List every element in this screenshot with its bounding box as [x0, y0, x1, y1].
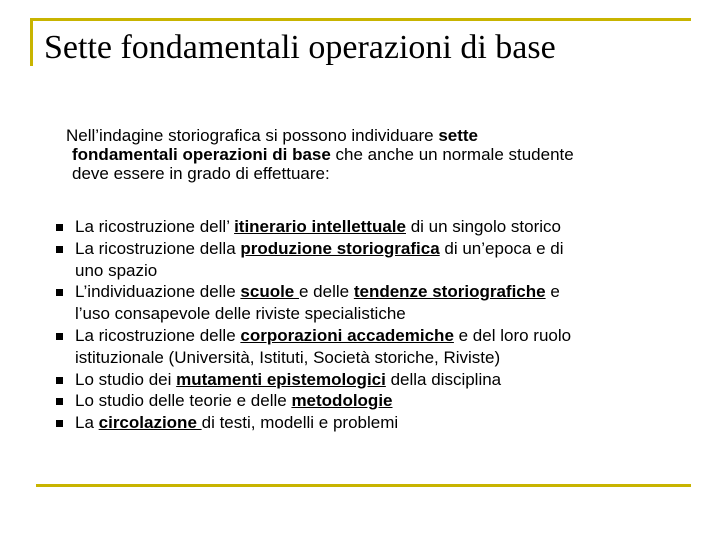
item-keyword: tendenze storiografiche — [353, 282, 546, 302]
intro-emphasis: fondamentali operazioni di base — [72, 145, 331, 164]
item-text: Lo studio dei — [75, 369, 177, 389]
list-item — [56, 369, 696, 391]
intro-text: Nell’indagine storiografica si possono individuare — [66, 126, 439, 145]
intro-emphasis: sette — [438, 126, 479, 145]
item-keyword: itinerario intellettuale — [234, 217, 406, 236]
operations-list — [56, 216, 696, 434]
item-text: La — [75, 413, 99, 433]
square-bullet-icon — [56, 377, 63, 384]
list-item — [56, 325, 696, 369]
intro-line-2 — [60, 145, 680, 164]
square-bullet-icon — [56, 420, 63, 427]
item-continuation: istituzionale (Università, Istituti, Società storiche, Riviste) — [75, 347, 501, 367]
intro-paragraph — [60, 126, 680, 183]
item-text: Lo studio delle teorie e delle — [75, 391, 292, 411]
item-keyword: metodologie — [291, 391, 393, 411]
square-bullet-icon — [56, 289, 63, 296]
item-text: La ricostruzione delle — [75, 325, 241, 345]
item-text: di un’epoca e di — [439, 238, 564, 258]
item-text: La ricostruzione dell’ — [75, 217, 235, 236]
list-item — [56, 238, 696, 282]
item-text: di testi, modelli e problemi — [201, 413, 399, 433]
list-item — [56, 390, 696, 412]
item-keyword: produzione storiografica — [240, 238, 440, 258]
list-item — [56, 281, 696, 325]
item-keyword: scuole — [240, 282, 299, 302]
item-continuation: l’uso consapevole delle riviste specialistiche — [75, 304, 406, 324]
list-item — [56, 216, 696, 238]
intro-line-3: deve essere in grado di effettuare: — [72, 164, 330, 183]
list-item — [56, 412, 696, 434]
square-bullet-icon — [56, 224, 63, 231]
intro-text: che anche un normale studente — [330, 145, 574, 164]
item-keyword: corporazioni accademiche — [240, 325, 454, 345]
square-bullet-icon — [56, 246, 63, 253]
item-text: L’individuazione delle — [75, 282, 241, 302]
title-left-rule — [30, 18, 33, 66]
item-text: e — [545, 282, 560, 302]
item-text: e del loro ruolo — [453, 325, 572, 345]
item-continuation: uno spazio — [75, 260, 158, 280]
slide-title: Sette fondamentali operazioni di base — [44, 29, 556, 66]
item-keyword: mutamenti epistemologici — [176, 369, 386, 389]
square-bullet-icon — [56, 398, 63, 405]
item-text: della disciplina — [385, 369, 502, 389]
intro-line-1 — [60, 126, 680, 145]
square-bullet-icon — [56, 333, 63, 340]
item-text: e delle — [299, 282, 354, 302]
item-text: La ricostruzione della — [75, 238, 241, 258]
item-keyword: circolazione — [98, 413, 202, 433]
title-top-rule — [30, 18, 691, 21]
footer-rule — [36, 484, 691, 487]
item-text: di un singolo storico — [406, 217, 561, 236]
